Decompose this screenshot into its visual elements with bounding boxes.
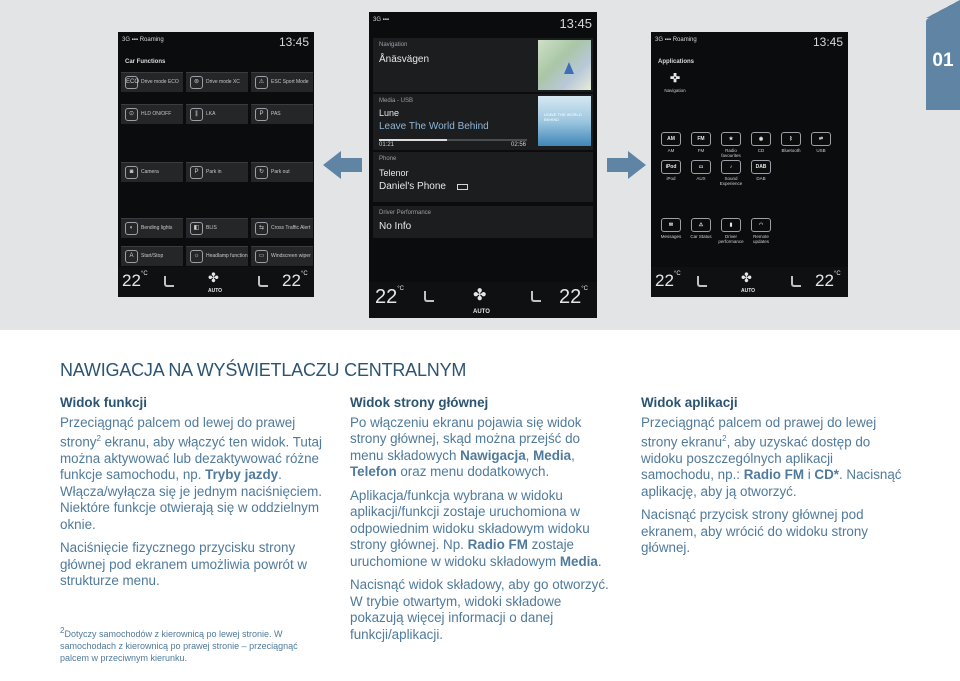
media-title: Media - USB <box>379 98 414 104</box>
drive-mode-icon: ⊚ <box>190 76 203 89</box>
clock: 13:45 <box>278 35 309 49</box>
function-tile[interactable] <box>251 218 313 238</box>
function-tile[interactable] <box>121 218 183 238</box>
function-tile-label: Start/Stop <box>141 253 164 259</box>
signal-indicator: 3G ▪▪▪ <box>373 17 390 23</box>
function-tile[interactable] <box>121 72 183 92</box>
function-tile[interactable] <box>121 162 183 182</box>
remote-updates-icon: ◠ <box>751 218 771 232</box>
app-label: Messages <box>660 234 682 239</box>
headlamp-icon: ☼ <box>190 250 203 263</box>
start-stop-icon: A <box>125 250 138 263</box>
status-bar <box>651 32 848 52</box>
phone-title: Phone <box>379 156 397 162</box>
media-track: Leave The World Behind <box>379 121 489 132</box>
app-bluetooth[interactable] <box>778 132 804 153</box>
bending-lights-icon: ◐ <box>125 222 138 235</box>
signal-indicator: 3G ▪▪▪ Roaming <box>655 37 697 43</box>
home-view-screen <box>369 12 597 318</box>
function-tile-label: Park in <box>206 169 222 175</box>
app-usb[interactable] <box>808 132 834 153</box>
clock: 13:45 <box>812 35 843 49</box>
am-icon: AM <box>661 132 681 146</box>
right-temperature[interactable]: $22^{^\circ C}$ <box>559 286 588 308</box>
ipod-icon: iPod <box>661 160 681 174</box>
app-label: CD <box>757 148 765 153</box>
screen-title: Car Functions <box>125 59 166 65</box>
climate-bar <box>651 267 848 297</box>
right-temperature[interactable]: $22^{^\circ C}$ <box>282 271 308 290</box>
function-tile[interactable] <box>186 162 248 182</box>
app-cd[interactable] <box>748 132 774 153</box>
app-messages[interactable] <box>658 218 684 239</box>
cd-icon: ◉ <box>751 132 771 146</box>
phone-device: Daniel's Phone <box>379 181 446 192</box>
driver-performance-title: Driver Performance <box>379 210 432 216</box>
function-tile[interactable] <box>251 246 313 266</box>
usb-icon: ⇌ <box>811 132 831 146</box>
media-elapsed: 01:21 <box>379 142 395 148</box>
app-label: Car Status <box>690 234 712 239</box>
function-tile-label: Park out <box>271 169 290 175</box>
eco-icon: ECO <box>125 76 138 89</box>
app-driver-performance[interactable] <box>718 218 744 244</box>
dab-icon: DAB <box>751 160 771 174</box>
seat-heater-right-icon[interactable] <box>258 276 268 287</box>
park-out-icon: ↻ <box>255 166 268 179</box>
bluetooth-icon: ᛒ <box>781 132 801 146</box>
app-label: USB <box>816 148 826 153</box>
function-tile[interactable] <box>121 246 183 266</box>
app-aux[interactable] <box>688 160 714 181</box>
left-temperature[interactable]: $22^{^\circ C}$ <box>122 271 148 290</box>
hdc-icon: ⊙ <box>125 108 138 121</box>
blis-icon: ◧ <box>190 222 203 235</box>
messages-icon: ✉ <box>661 218 681 232</box>
fm-icon: FM <box>691 132 711 146</box>
status-bar <box>118 32 314 52</box>
app-navigation[interactable]: ✜ Navigation <box>664 71 686 93</box>
sound-experience-icon: ♪ <box>721 160 741 174</box>
camera-icon: ◙ <box>125 166 138 179</box>
left-temperature[interactable]: $22^{^\circ C}$ <box>375 286 404 308</box>
app-car-status[interactable] <box>688 218 714 239</box>
function-tile[interactable] <box>186 246 248 266</box>
seat-heater-left-icon[interactable] <box>697 276 707 287</box>
media-total: 02:56 <box>511 142 527 148</box>
function-tile-label: BLIS <box>206 225 217 231</box>
fan-icon[interactable]: ✤ <box>208 270 219 285</box>
app-label: Driver performance <box>718 234 744 244</box>
auto-climate-label[interactable]: AUTO <box>208 288 223 294</box>
function-tile[interactable] <box>186 218 248 238</box>
aux-icon: ▭ <box>691 160 711 174</box>
home-view-heading: Widok strony głównej <box>350 395 489 410</box>
app-dab[interactable] <box>748 160 774 181</box>
climate-bar <box>118 267 314 297</box>
seat-heater-left-icon[interactable] <box>164 276 174 287</box>
home-view-paragraph-2: Aplikacja/funkcja wybrana w widoku aplikacji/funkcji zostaje uruchomiona w odpowiednim widoku składowym widoku strony głównej. Np. Radio FM zostaje uruchomione w widoku składowym Media. <box>350 487 602 569</box>
lka-icon: ∥ <box>190 108 203 121</box>
album-art: LEAVE THE WORLD BEHIND <box>538 96 591 146</box>
app-label: iPod <box>666 176 676 181</box>
climate-bar <box>369 282 597 318</box>
auto-climate-label[interactable]: AUTO <box>741 288 756 294</box>
navigation-icon: ✜ <box>669 71 681 85</box>
driver-performance-icon: ▮ <box>721 218 741 232</box>
app-label: Sound Experience <box>719 176 743 186</box>
function-view-paragraph-1: Przeciągnąć palcem od lewej do prawej strony$^2$ ekranu, aby włączyć ten widok. Tutaj można aktywować lub dezaktywować różne funkcje samochodu, np. Tryby jazdy. Włącza/wyłącza się je jednym naciśnięciem. Niektóre funkcje otwierają się w oddzielnym oknie. <box>60 414 322 532</box>
seat-heater-left-icon[interactable] <box>424 291 434 302</box>
signal-indicator: 3G ▪▪▪ Roaming <box>122 37 164 43</box>
app-label: FM <box>697 148 705 153</box>
home-view-paragraph-1: Po włączeniu ekranu pojawia się widok strony głównej, skąd można przejść do menu składowych Nawigacja, Media, Telefon oraz menu dodatkowych. <box>350 414 582 479</box>
function-view-heading: Widok funkcji <box>60 395 147 410</box>
footnote: $^2$Dotyczy samochodów z kierownicą po lewej stronie. W samochodach z kierownicą po prawej stronie – przeciągnąć palcem w przeciwnym kierunku. <box>60 626 298 663</box>
function-tile[interactable] <box>121 104 183 124</box>
app-view-paragraph-2: Nacisnąć przycisk strony głównej pod ekranem, aby wrócić do widoku strony głównej. <box>641 507 868 556</box>
app-radio-favourites[interactable] <box>718 132 744 158</box>
left-temperature[interactable]: $22^{^\circ C}$ <box>655 271 681 290</box>
media-artist: Lune <box>379 108 400 118</box>
app-label: AUX <box>696 176 706 181</box>
map-thumbnail <box>538 40 591 90</box>
function-tile-label: Bending lights <box>141 225 173 231</box>
app-view-paragraph-1: Przeciągnąć palcem od prawej do lewej strony ekranu$^2$, aby uzyskać dostęp do widoku poszczególnych aplikacji samochodu, np.: Radio FM i CD*. Nacisnąć aplikację, aby ją otworzyć. <box>641 414 902 499</box>
app-view-heading: Widok aplikacji <box>641 395 738 410</box>
cross-traffic-icon: ⇆ <box>255 222 268 235</box>
function-tile-label: ESC Sport Mode <box>271 79 309 85</box>
driver-performance-panel[interactable] <box>373 206 593 238</box>
app-sound-experience[interactable] <box>718 160 744 186</box>
app-view-section <box>641 395 903 564</box>
function-view-paragraph-2: Naciśnięcie fizycznego przycisku strony głównej pod ekranem umożliwia powrót w strukturze menu. <box>60 540 308 589</box>
app-fm[interactable] <box>688 132 714 153</box>
home-view-paragraph-3: Nacisnąć widok składowy, aby go otworzyć. W trybie otwartym, widoki składowe pokazują więcej informacji o danej funkcji/aplikacji. <box>350 577 609 642</box>
top-banner <box>0 0 960 330</box>
car-status-icon: ⚠ <box>691 218 711 232</box>
driver-performance-value: No Info <box>379 221 412 232</box>
window-icon: ▭ <box>255 250 268 263</box>
right-temperature[interactable]: $22^{^\circ C}$ <box>815 271 841 290</box>
park-in-icon: P <box>190 166 203 179</box>
app-ipod[interactable] <box>658 160 684 181</box>
function-tile-label: HLD ON/OFF <box>141 111 172 117</box>
auto-climate-label[interactable]: AUTO <box>473 309 490 315</box>
navigation-title: Navigation <box>379 42 408 48</box>
home-view-section <box>350 395 612 650</box>
app-label: DAB <box>756 176 766 181</box>
function-tile-label: Cross Traffic Alert <box>271 225 311 231</box>
status-bar <box>369 12 597 34</box>
battery-icon <box>457 184 468 190</box>
pas-icon: P <box>255 108 268 121</box>
esc-icon: ⚠ <box>255 76 268 89</box>
chapter-tab-fold <box>926 0 960 18</box>
function-tile-label: LKA <box>206 111 216 117</box>
app-label: AM <box>667 148 675 153</box>
function-tile[interactable] <box>251 104 313 124</box>
function-tile-label: Headlamp function <box>206 253 248 259</box>
app-am[interactable] <box>658 132 684 153</box>
function-view-screen <box>118 32 314 297</box>
app-remote-updates[interactable] <box>748 218 774 244</box>
phone-carrier: Telenor <box>379 168 409 178</box>
page-title: NAWIGACJA NA WYŚWIETLACZU CENTRALNYM <box>60 360 467 380</box>
function-tile-label: Camera <box>141 169 159 175</box>
fan-icon[interactable]: ✤ <box>741 270 752 285</box>
radio-favourites-icon: ★ <box>721 132 741 146</box>
app-label: Radio favourites <box>721 148 741 158</box>
function-tile-label: PAS <box>271 111 281 117</box>
function-tile-label: Drive mode ECO <box>141 79 179 85</box>
app-view-screen <box>651 32 848 297</box>
chapter-number: 01 <box>932 50 954 71</box>
function-tile[interactable] <box>251 72 313 92</box>
function-tile[interactable] <box>251 162 313 182</box>
function-tile[interactable] <box>186 72 248 92</box>
function-view-section <box>60 395 322 597</box>
function-tile[interactable] <box>186 104 248 124</box>
fan-icon[interactable]: ✤ <box>473 287 487 304</box>
app-label: Remote updates <box>752 234 769 244</box>
screen-title: Applications <box>658 59 695 65</box>
function-tile-label: Windscreen wiper <box>271 253 311 259</box>
navigation-destination: Ånäsvägen <box>379 54 430 65</box>
clock: 13:45 <box>559 16 592 31</box>
app-label: Bluetooth <box>781 148 801 153</box>
media-progress-bar <box>379 139 527 141</box>
phone-panel[interactable] <box>373 152 593 202</box>
navigation-panel[interactable] <box>373 38 593 92</box>
function-tile-label: Drive mode XC <box>206 79 240 85</box>
seat-heater-right-icon[interactable] <box>531 291 541 302</box>
media-panel[interactable] <box>373 94 593 150</box>
seat-heater-right-icon[interactable] <box>791 276 801 287</box>
